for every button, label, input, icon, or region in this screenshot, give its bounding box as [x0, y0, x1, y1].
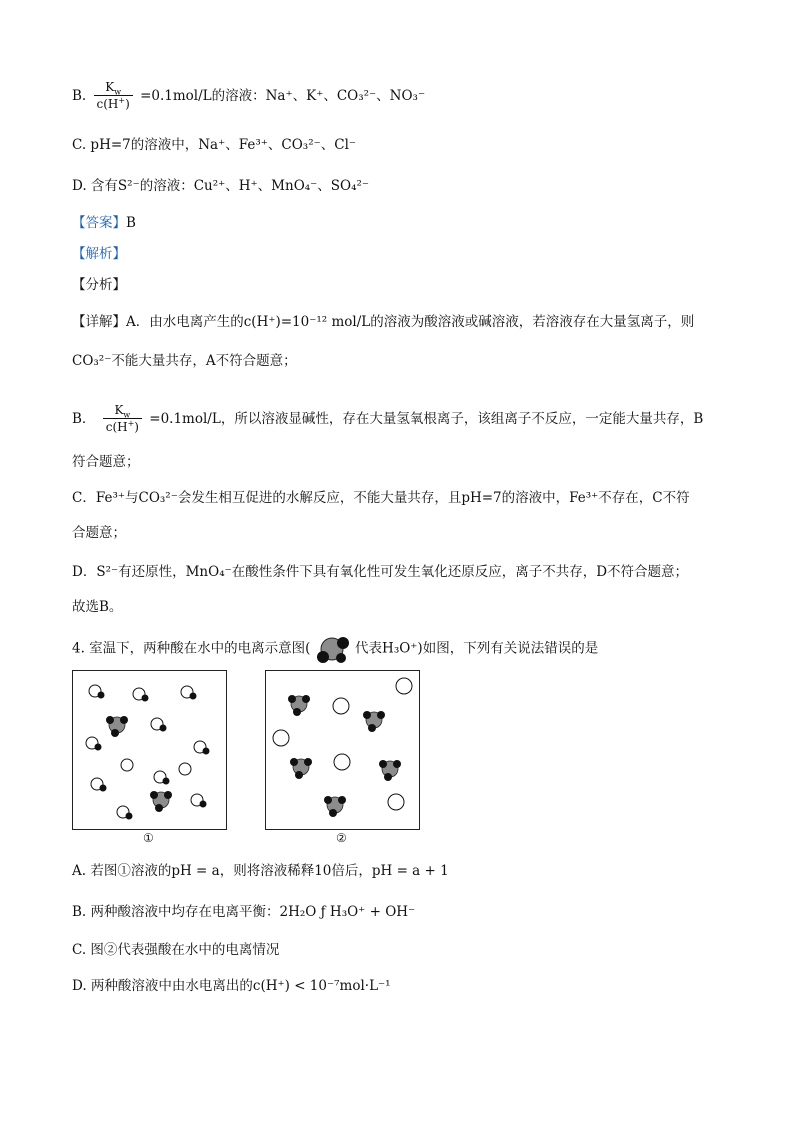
option-b-prev	[72, 80, 425, 113]
option-text: =0.1mol/L的溶液：Na⁺、K⁺、CO₃²⁻、NO₃⁻	[140, 88, 426, 104]
anion	[333, 698, 349, 714]
q4-option-c: C. 图②代表强酸在水中的电离情况	[72, 942, 280, 958]
detail-a-line2: CO₃²⁻不能大量共存，A不符合题意；	[72, 353, 297, 369]
fenxi-tag: 【分析】	[72, 277, 126, 293]
anion	[121, 759, 133, 771]
detail-a-line1: 【详解】A．由水电离产生的c(H⁺)=10⁻¹² mol/L的溶液为酸溶液或碱溶液，若溶液存在大量氢离子，则	[72, 314, 695, 330]
ion-pair	[89, 685, 105, 699]
kw-fraction-detail: $\frac{K_w}{c(H^+)}$	[103, 403, 142, 436]
hydronium	[379, 760, 401, 781]
detail-c-line1: C．Fe³⁺与CO₃²⁻会发生相互促进的水解反应，不能大量共存，且pH=7的溶液中，Fe³⁺不存在，C不符	[72, 490, 690, 506]
ion-pair	[133, 688, 149, 702]
figure-2-box	[265, 670, 420, 830]
detail-b-line2: 符合题意；	[72, 454, 140, 470]
hydronium	[106, 716, 128, 737]
ion-pair	[151, 718, 167, 732]
answer-line	[72, 214, 136, 232]
figure-1-box	[72, 670, 227, 830]
figure-2-diagram	[266, 671, 419, 829]
conclusion: 故选B。	[72, 599, 123, 615]
hydronium-icon	[315, 634, 351, 664]
answer-value: B	[126, 215, 136, 231]
ion-pair	[91, 778, 107, 792]
hydronium	[324, 796, 346, 817]
option-d-prev: D. 含有S²⁻的溶液：Cu²⁺、H⁺、MnO₄⁻、SO₄²⁻	[72, 178, 370, 194]
kw-fraction: $\frac{K_w}{c(H^+)}$	[94, 80, 133, 113]
ion-pair	[117, 806, 133, 820]
ion-pair	[181, 686, 197, 700]
detail-c-line2: 合题意；	[72, 525, 126, 541]
hydronium	[363, 711, 385, 732]
ion-pair	[191, 794, 207, 808]
question4-stem: 4. 室温下，两种酸在水中的电离示意图( 代表H₃O⁺)如图，下列有关说法错误的是	[72, 634, 598, 664]
anion	[396, 678, 412, 694]
detail-b-line1: B． $\frac{K_w}{c(H^+)}$ =0.1mol/L，所以溶液显碱性，存在大量氢氧根离子，该组离子不反应，一定能大量共存，B	[72, 403, 704, 434]
anion	[179, 763, 191, 775]
q4-option-d: D. 两种酸溶液中由水电离出的c(H⁺) < 10⁻⁷mol·L⁻¹	[72, 978, 391, 994]
hydronium	[290, 758, 312, 779]
option-label: B.	[72, 88, 87, 104]
anion	[334, 754, 350, 770]
q4-option-a: A. 若图①溶液的pH = a，则将溶液稀释10倍后，pH = a + 1	[72, 863, 449, 879]
anion	[388, 794, 404, 810]
hydronium	[150, 791, 172, 812]
detail-d-line1: D．S²⁻有还原性，MnO₄⁻在酸性条件下具有氧化性可发生氧化还原反应，离子不共存，D不符合题意；	[72, 564, 689, 580]
anion	[273, 730, 289, 746]
ion-pair	[86, 737, 102, 751]
analysis-tag: 【解析】	[72, 246, 126, 262]
figure-1-label: ①	[143, 831, 154, 845]
option-c-prev: C. pH=7的溶液中，Na⁺、Fe³⁺、CO₃²⁻、Cl⁻	[72, 137, 357, 153]
answer-tag: 【答案】	[72, 215, 126, 231]
ion-pair	[194, 741, 210, 755]
q4-option-b: B. 两种酸溶液中均存在电离平衡：2H₂O ƒ H₃O⁺ + OH⁻	[72, 904, 416, 920]
figure-1-diagram	[73, 671, 226, 829]
ion-pair	[154, 771, 170, 785]
hydronium	[288, 695, 310, 716]
figure-2-label: ②	[336, 831, 347, 845]
